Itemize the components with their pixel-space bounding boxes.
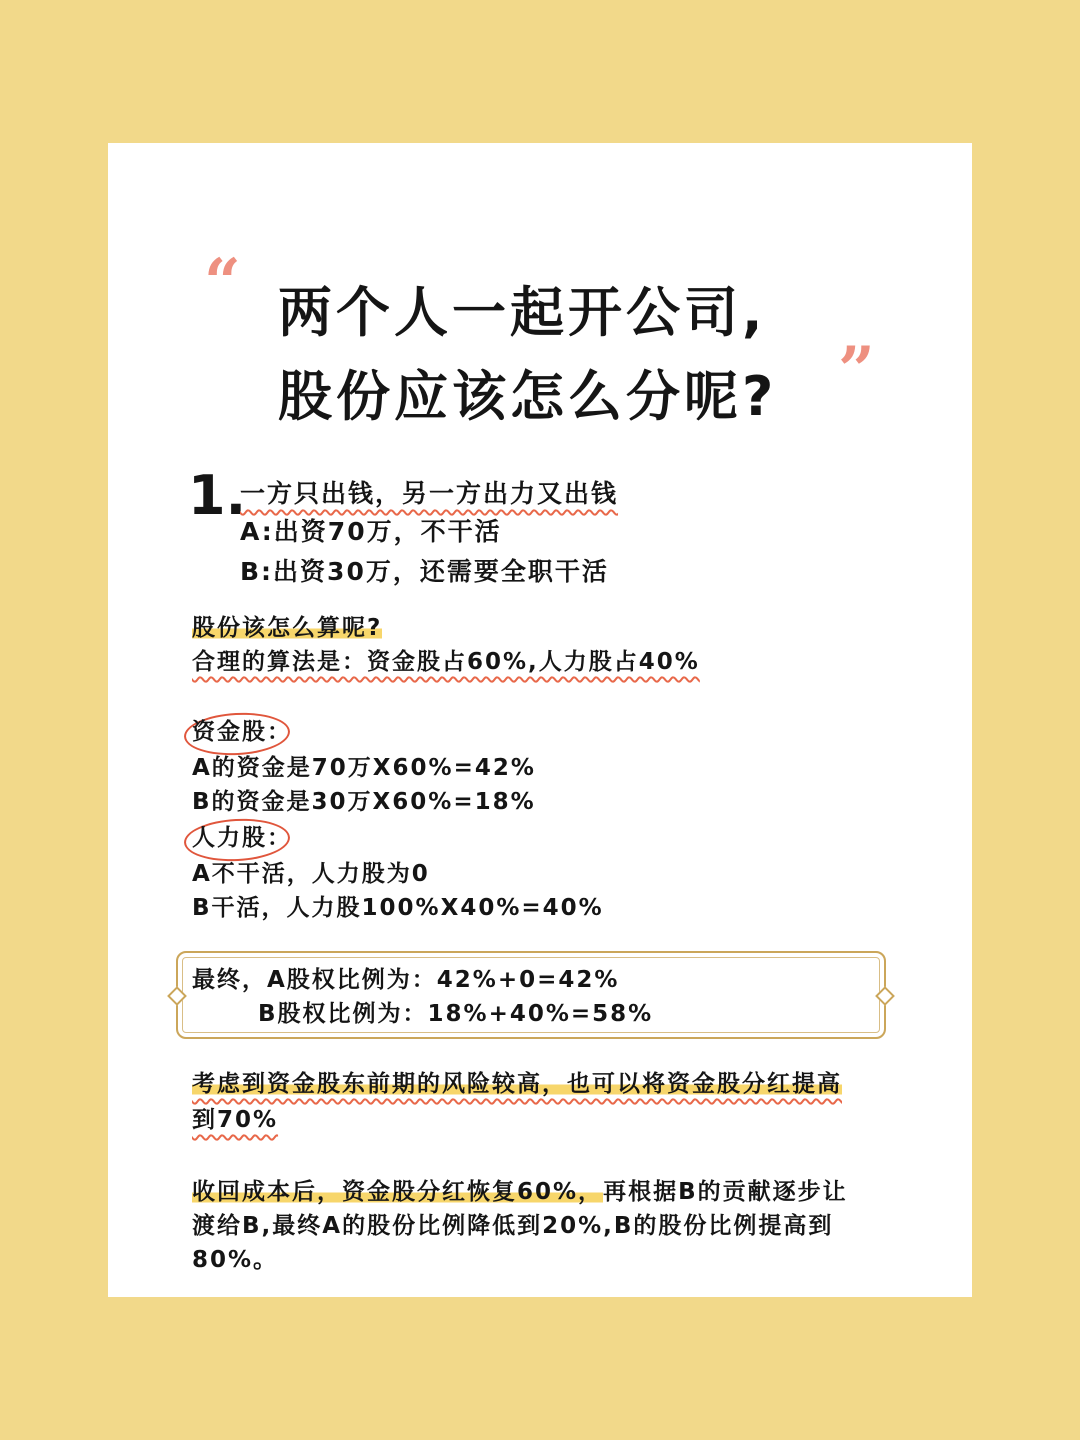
question-wrap [192, 613, 382, 643]
close-quote-icon: ” [838, 333, 875, 408]
recovery-highlight: 收回成本后，资金股分红恢复60%， [192, 1179, 604, 1205]
labor-a-line: A不干活，人力股为0 [192, 861, 430, 887]
frame-left-ornament [167, 986, 187, 1006]
labor-label: 人力股： [192, 825, 292, 851]
frame-right-ornament [875, 986, 895, 1006]
method-wrap [192, 647, 700, 677]
risk-line-2: 到70% [192, 1107, 279, 1133]
recovery-line-3: 80%。 [192, 1247, 279, 1273]
risk-line-2-wrap [192, 1105, 278, 1135]
final-b-line: B股权比例为：18%+40%=58% [258, 1001, 654, 1027]
open-quote-icon: “ [204, 245, 241, 320]
section-heading-wrap [240, 479, 618, 509]
page-title [278, 271, 777, 439]
labor-b-line: B干活，人力股100%X40%=40% [192, 895, 604, 921]
title-line-2: 股份应该怎么分呢? [278, 365, 778, 428]
capital-b-line: B的资金是30万X60%=18% [192, 789, 536, 815]
recovery-line-1 [192, 1177, 848, 1207]
method-text: 合理的算法是：资金股占60%,人力股占40% [192, 649, 700, 675]
recovery-line-2: 渡给B,最终A的股份比例降低到20%,B的股份比例提高到 [192, 1213, 834, 1239]
risk-line-1: 考虑到资金股东前期的风险较高，也可以将资金股分红提高 [192, 1071, 842, 1097]
question-text: 股份该怎么算呢? [192, 615, 383, 641]
investor-b-line: B:出资30万，还需要全职干活 [240, 557, 609, 586]
title-line-1: 两个人一起开公司, [278, 281, 767, 344]
risk-line-1-wrap [192, 1069, 842, 1099]
section-number: 1. [188, 464, 247, 527]
section-heading: 一方只出钱，另一方出力又出钱 [240, 479, 619, 508]
capital-a-line: A的资金是70万X60%=42% [192, 755, 536, 781]
recovery-rest: 再根据B的贡献逐步让 [603, 1179, 848, 1205]
investor-a-line: A:出资70万，不干活 [240, 517, 502, 546]
final-a-line: 最终，A股权比例为：42%+0=42% [192, 967, 620, 993]
capital-label: 资金股： [192, 719, 292, 745]
content-card [108, 143, 972, 1297]
